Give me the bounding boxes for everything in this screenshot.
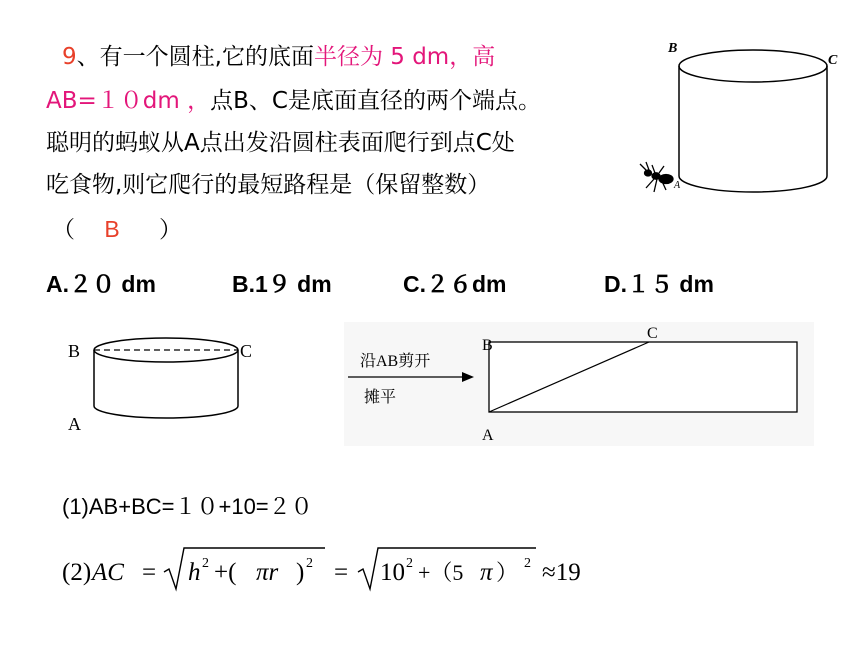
option-b-value: 1９ dm xyxy=(255,271,332,297)
option-b xyxy=(232,266,332,299)
height-text: AB=１０dm ， xyxy=(46,88,211,114)
formula-h-exp: 2 xyxy=(202,556,209,571)
formula-equals-1: = xyxy=(142,559,157,586)
label-a-left: A xyxy=(68,414,81,434)
cylinder-figure-left xyxy=(62,328,262,440)
formula-pir: πr xyxy=(256,559,279,586)
option-b-letter: B. xyxy=(232,271,255,297)
formula-pi: π xyxy=(480,559,493,586)
formula-prefix: (2) xyxy=(62,559,92,586)
option-a-value: ２０ dm xyxy=(69,271,156,297)
cylinder-bottom-arc xyxy=(679,176,827,192)
label-b-left: B xyxy=(68,341,81,361)
question-line-2 xyxy=(46,86,541,116)
cylinder-top-ellipse xyxy=(679,50,827,82)
question-number: 9 xyxy=(62,44,77,70)
left-cylinder-bottom-arc xyxy=(94,406,238,418)
answer-close-paren: ） xyxy=(158,217,182,243)
formula-ac: AC xyxy=(92,559,124,586)
label-c-left: C xyxy=(240,341,253,361)
cylinder-figure-top xyxy=(636,36,848,206)
formula-ten-exp: 2 xyxy=(406,556,413,571)
radius-text: 半径为 5 dm，高 xyxy=(313,44,496,70)
formula-approx: ≈19 xyxy=(542,559,581,586)
option-a xyxy=(46,266,156,299)
formula-plus-paren: +( xyxy=(214,559,237,586)
arrow-label-bottom: 摊平 xyxy=(364,389,397,406)
formula-close-paren-2: ） xyxy=(496,560,519,585)
option-d xyxy=(604,266,714,299)
option-c xyxy=(403,266,507,299)
formula-two: 2 xyxy=(524,556,531,571)
formula-close-paren: ) xyxy=(296,559,305,586)
answer-line xyxy=(52,214,182,245)
label-b-top: B xyxy=(668,41,678,56)
solution-step-2 xyxy=(60,540,620,596)
solution-step-1: (1)AB+BC=１０+10=２０ xyxy=(62,494,313,519)
question-text-start: 、有一个圆柱,它的底面 xyxy=(76,44,314,70)
label-c-unfold: C xyxy=(647,325,658,342)
answer-open-paren: （ xyxy=(52,217,75,243)
formula-ten: 10 xyxy=(380,559,405,586)
answer-letter: B xyxy=(104,216,120,242)
unfold-figure xyxy=(344,322,814,446)
question-line-3: 聪明的蚂蚁从A点出发沿圆柱表面爬行到点C处 xyxy=(46,130,515,156)
label-a-unfold: A xyxy=(482,427,494,444)
option-d-letter: D. xyxy=(604,271,627,297)
option-a-letter: A. xyxy=(46,271,69,297)
ant-icon xyxy=(640,162,673,192)
formula-plus-5: +（5 xyxy=(418,560,464,585)
formula-equals-2: = xyxy=(334,559,349,586)
question-line-1 xyxy=(62,42,495,72)
question-line-4: 吃食物,则它爬行的最短路程是（保留整数） xyxy=(46,172,491,198)
unfolded-rectangle xyxy=(489,342,797,412)
option-d-value: １５ dm xyxy=(627,271,714,297)
option-c-letter: C. xyxy=(403,271,426,297)
arrow-label-top: 沿AB剪开 xyxy=(360,353,431,370)
label-b-unfold: B xyxy=(482,337,493,354)
question-line-2-rest: 点B、C是底面直径的两个端点。 xyxy=(210,88,541,114)
label-c-top: C xyxy=(828,53,838,68)
formula-pir-exp: 2 xyxy=(306,556,313,571)
label-a-top: A xyxy=(674,180,681,191)
option-c-value: ２６dm xyxy=(426,271,507,297)
formula-h: h xyxy=(188,559,201,586)
